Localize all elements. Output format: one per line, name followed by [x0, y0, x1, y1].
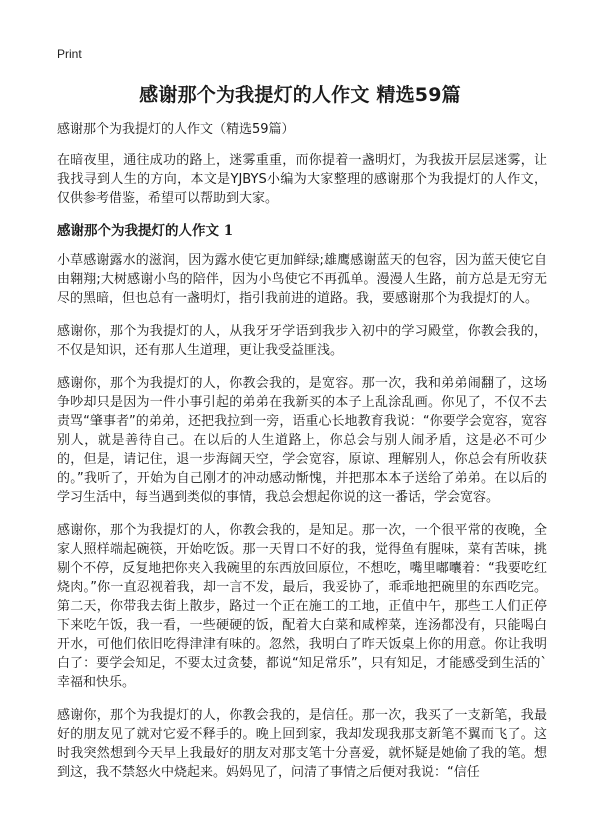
article-subtitle: 感谢那个为我提灯的人作文（精选59篇）	[57, 122, 295, 137]
intro-paragraph: 在暗夜里，通往成功的路上，迷雾重重，而你提着一盏明灯，为我拔开层层迷雾，让我找寻到人生的方向，本文是YJBYS小编为大家整理的感谢那个为我提灯的人作文，仅供参考借鉴，希望可以帮助到大家。	[57, 153, 547, 206]
article-body	[57, 120, 547, 796]
page-title: 感谢那个为我提灯的人作文 精选59篇	[139, 84, 461, 106]
paragraph: 感谢你，那个为我提灯的人，你教会我的，是知足。那一次，一个很平常的夜晚，全家人照样端起碗筷，开始吃饭。那一天胃口不好的我，觉得鱼有腥味，菜有苦味，挑剔个不停，反复地把你夹入我碗里的东西放回原位，不想吃，嘴里嘟囔着：“我要吃红烧肉。”你一直忍视着我，却一言不发，最后，我妥协了，乖乖地把碗里的东西吃完。第二天，你带我去街上散步，路过一个正在施工的工地，正值中午，那些工人们正停下来吃午饭，我一看，一些硬硬的饭，配着大白菜和咸榨菜，连汤都没有，只能喝白开水，可他们依旧吃得津津有味的。忽然，我明白了昨天饭桌上你的用意。你让我明白了：要学会知足，不要太过贪婪，都说“知足常乐”，只有知足，才能感受到生活的`幸福和快乐。	[57, 523, 547, 690]
section-heading: 感谢那个为我提灯的人作文 1	[57, 223, 234, 239]
paragraph: 感谢你，那个为我提灯的人，从我牙牙学语到我步入初中的学习殿堂，你教会我的，不仅是知识，还有那人生道理，更让我受益匪浅。	[57, 324, 547, 358]
paragraph: 感谢你，那个为我提灯的人，你教会我的，是宽容。那一次，我和弟弟闹翻了，这场争吵却只是因为一件小事引起的弟弟在我新买的本子上乱涂乱画。你见了，不仅不去责骂“肇事者”的弟弟，还把我拉到一旁，语重心长地教育我说：“你要学会宽容，宽容别人，就是善待自己。在以后的人生道路上，你总会与别人闹矛盾，这是必不可少的，但是，请记住，退一步海阔天空，学会宽容，原谅、理解别人，你总会有所收获的。”我听了，开始为自己刚才的冲动感动惭愧，并把那本本子送给了弟弟。在以后的学习生活中，每当遇到类似的事情，我总会想起你说的这一番话，学会宽容。	[57, 376, 547, 505]
print-link[interactable]: Print	[57, 47, 82, 61]
paragraph: 感谢你，那个为我提灯的人，你教会我的，是信任。那一次，我买了一支新笔，我最好的朋友见了就对它爱不释手的。晚上回到家，我却发现我那支新笔不翼而飞了。这时我突然想到今天早上我最好的朋友对那支笔十分喜爱，就怀疑是她偷了我的笔。想到这，我不禁怒火中烧起来。妈妈见了，问清了事情之后便对我说：“信任	[57, 708, 547, 780]
paragraph: 小草感谢露水的滋润，因为露水使它更加鲜绿;雄鹰感谢蓝天的包容，因为蓝天使它自由翱翔;大树感谢小鸟的陪伴，因为小鸟使它不再孤单。漫漫人生路，前方总是无穷无尽的黑暗，但也总有一盏明灯，指引我前进的道路。我，要感谢那个为我提灯的人。	[57, 253, 547, 306]
